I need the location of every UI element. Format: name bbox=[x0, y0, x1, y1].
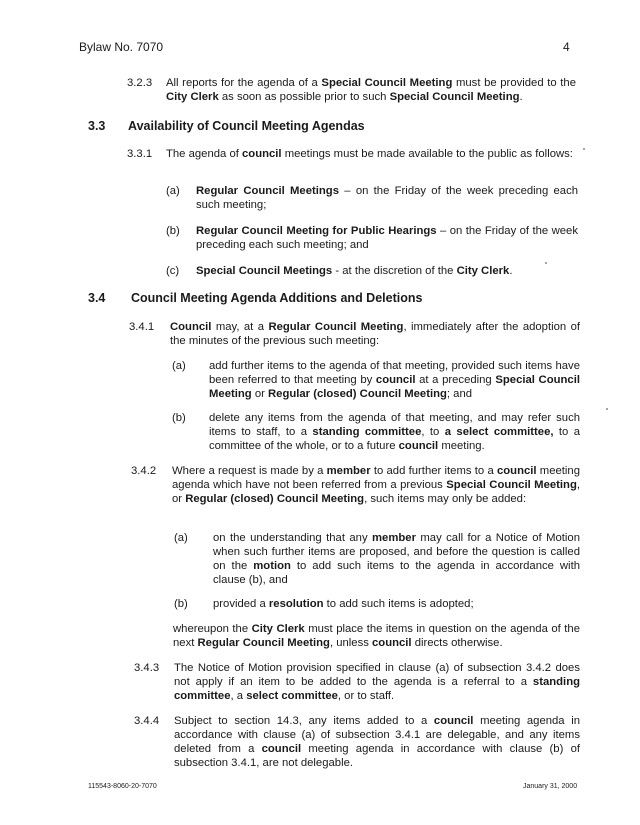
item-label: (a) bbox=[174, 532, 188, 544]
clause-3-2-3: All reports for the agenda of a Special Council Meeting must be provided to the City Clerk as soon as possible prior to such Special Council Meeting. bbox=[166, 77, 576, 103]
clause-number: 3.4.2 bbox=[131, 465, 157, 477]
document-date: January 31, 2000 bbox=[523, 783, 578, 790]
section-heading: Council Meeting Agenda Additions and Deletions bbox=[131, 291, 423, 305]
section-heading: Availability of Council Meeting Agendas bbox=[128, 119, 365, 133]
clause-3-3-1: The agenda of council meetings must be made available to the public as follows: bbox=[166, 148, 573, 160]
page-number: 4 bbox=[563, 40, 570, 54]
clause-3-4-1: Council may, at a Regular Council Meeting, immediately after the adoption of the minutes of the previous such meeting: bbox=[170, 321, 580, 347]
clause-number: 3.4.3 bbox=[134, 662, 160, 674]
clause-3-4-4: Subject to section 14.3, any items added to a council meeting agenda in accordance with clause (a) of subsection 3.4.1 are delegable, and any items deleted from a council meeting agenda in accordance with clause (b) of subsection 3.4.1, are not delegable. bbox=[174, 715, 580, 769]
item-label: (a) bbox=[166, 185, 180, 197]
scan-speck bbox=[583, 148, 585, 150]
scan-speck bbox=[545, 262, 547, 264]
clause-number: 3.4.4 bbox=[134, 715, 160, 727]
scan-speck bbox=[606, 408, 608, 410]
section-number: 3.3 bbox=[88, 119, 106, 133]
clause-number: 3.2.3 bbox=[127, 77, 153, 89]
clause-3-4-2-whereupon: whereupon the City Clerk must place the items in question on the agenda of the next Regular Council Meeting, unless council directs otherwise. bbox=[173, 623, 580, 649]
document-title: Bylaw No. 7070 bbox=[79, 40, 164, 54]
item-label: (b) bbox=[174, 598, 188, 610]
item-3-4-1-b: delete any items from the agenda of that meeting, and may refer such items to staff, to a standing committee, to a select committee, to a committee of the whole, or to a future council meeting. bbox=[209, 412, 581, 452]
section-number: 3.4 bbox=[88, 291, 106, 305]
clause-number: 3.3.1 bbox=[127, 148, 153, 160]
item-3-3-1-b: Regular Council Meeting for Public Hearings – on the Friday of the week preceding each such meeting; and bbox=[196, 225, 578, 251]
clause-number: 3.4.1 bbox=[129, 321, 155, 333]
item-label: (a) bbox=[172, 360, 186, 372]
item-3-4-2-a: on the understanding that any member may call for a Notice of Motion when such further items are proposed, and before the question is called on the motion to add such items to the agenda in accordance with clause (b), and bbox=[213, 532, 580, 586]
item-label: (b) bbox=[166, 225, 180, 237]
item-3-4-2-b: provided a resolution to add such items is adopted; bbox=[213, 598, 474, 610]
document-id: 115543-8060-20-7070 bbox=[88, 783, 157, 790]
clause-3-4-2: Where a request is made by a member to add further items to a council meeting agenda which have not been referred from a previous Special Council Meeting, or Regular (closed) Council Meeting, such items may only be added: bbox=[172, 465, 581, 505]
item-label: (c) bbox=[166, 265, 180, 277]
item-3-3-1-a: Regular Council Meetings – on the Friday of the week preceding each such meeting; bbox=[196, 185, 579, 211]
item-3-3-1-c: Special Council Meetings - at the discretion of the City Clerk. bbox=[196, 265, 513, 277]
item-label: (b) bbox=[172, 412, 186, 424]
clause-3-4-3: The Notice of Motion provision specified in clause (a) of subsection 3.4.2 does not apply if an item to be added to the agenda is a referral to a standing committee, a select committee, or to staff. bbox=[174, 662, 580, 702]
item-3-4-1-a: add further items to the agenda of that meeting, provided such items have been referred to that meeting by council at a preceding Special Council Meeting or Regular (closed) Council Meeting; and bbox=[209, 360, 580, 400]
